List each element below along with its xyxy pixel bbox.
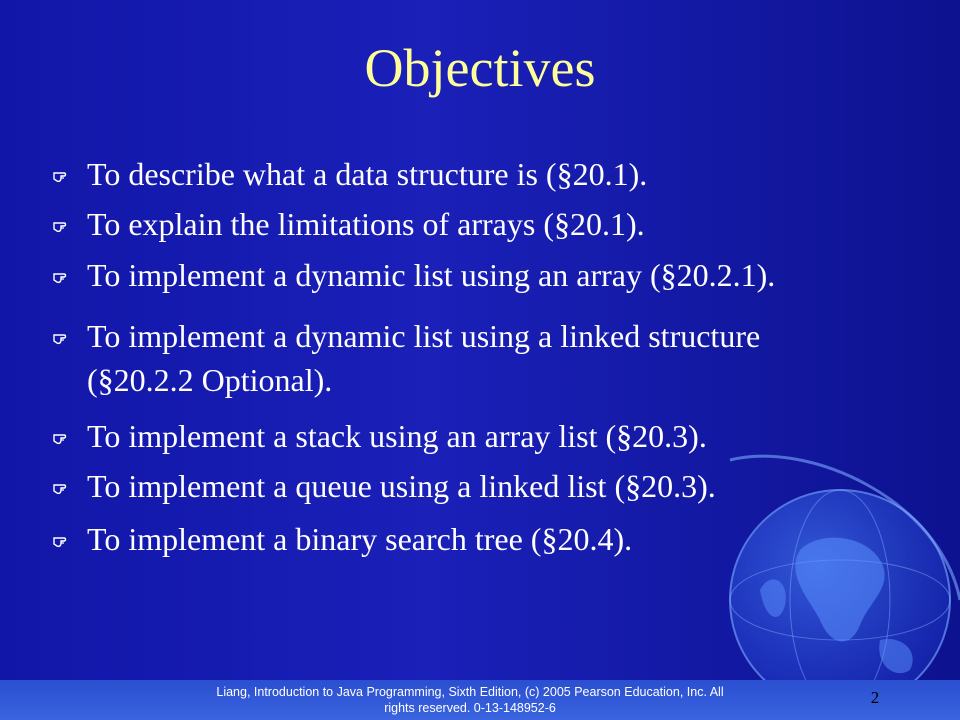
bullet-text: To implement a dynamic list using a linked structure (87, 318, 761, 354)
footer-line: Liang, Introduction to Java Programming, Sixth Edition, (c) 2005 Pearson Education, Inc. All (216, 685, 724, 699)
pointing-hand-icon (52, 266, 72, 286)
slide-title: Objectives (364, 38, 596, 98)
pointing-hand-icon (52, 215, 72, 235)
bullet-text: To implement a stack using an array list (§20.3). (87, 418, 707, 454)
page-number: 2 (870, 688, 880, 707)
bullet-text: To implement a queue using a linked list (§20.3). (87, 468, 716, 504)
pointing-hand-icon (52, 427, 72, 447)
footer-copyright (180, 684, 760, 716)
bullet-text: To describe what a data structure is (§20.1). (87, 156, 648, 192)
bullet-text: To implement a dynamic list using an array (§20.2.1). (87, 257, 776, 293)
pointing-hand-icon (52, 165, 72, 185)
footer-line: rights reserved. 0-13-148952-6 (384, 701, 556, 715)
bullet-text-continuation: (§20.2.2 Optional). (87, 362, 333, 398)
pointing-hand-icon (52, 327, 72, 347)
bullet-text: To implement a binary search tree (§20.4). (87, 521, 633, 557)
pointing-hand-icon (52, 477, 72, 497)
pointing-hand-icon (52, 530, 72, 550)
bullet-text: To explain the limitations of arrays (§20.1). (87, 206, 645, 242)
